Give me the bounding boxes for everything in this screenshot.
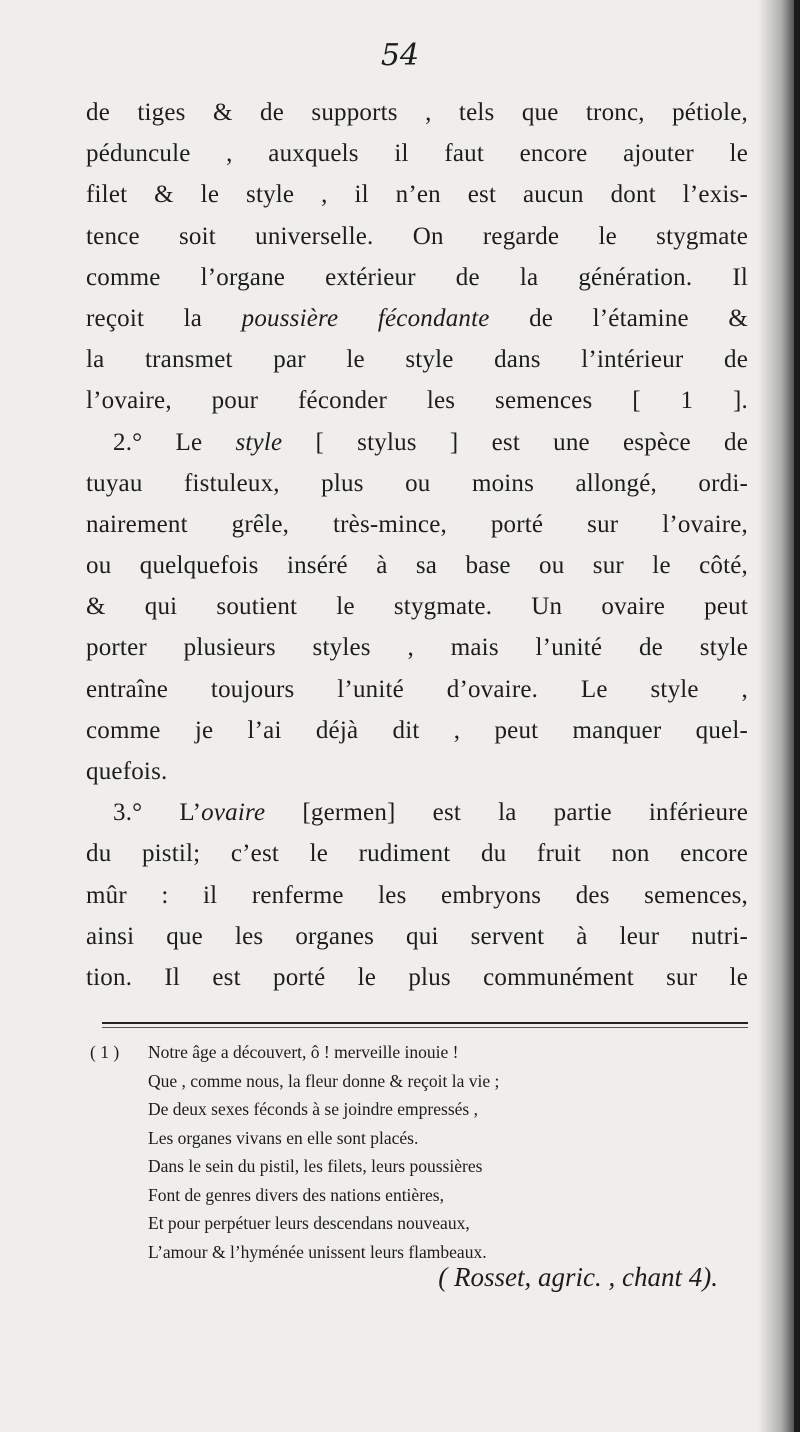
footnote-line: De deux sexes féconds à se joindre empressés , — [148, 1099, 478, 1119]
body-line: mûr : il renferme les embryons des semences, — [86, 881, 748, 909]
footnote-line: Dans le sein du pistil, les filets, leurs poussières — [148, 1156, 483, 1176]
body-line: porter plusieurs styles , mais l’unité de style — [86, 634, 748, 662]
body-line: l’ovaire, pour féconder les semences [ 1 ]. — [86, 387, 748, 415]
italic-term: ovaire — [201, 799, 266, 827]
body-line: comme je l’ai déjà dit , peut manquer quel- — [86, 716, 748, 744]
body-line: reçoit la poussière fécondante de l’étamine & — [86, 304, 748, 332]
body-line: filet & le style , il n’en est aucun dont l’exis- — [86, 181, 748, 209]
body-line: tuyau fistuleux, plus ou moins allongé, ordi- — [86, 469, 748, 497]
footnote-line: Font de genres divers des nations entières, — [148, 1184, 444, 1205]
body-line: quefois. — [86, 758, 168, 785]
footnote-marker: ( 1 ) — [90, 1042, 120, 1062]
body-line: tence soit universelle. On regarde le stygmate — [86, 222, 748, 250]
body-line: 2.° Le style [ stylus ] est une espèce de — [113, 428, 748, 456]
page-number: 54 — [380, 38, 420, 73]
body-line: du pistil; c’est le rudiment du fruit non encore — [86, 840, 748, 868]
footnote — [90, 1038, 730, 1266]
body-line: de tiges & de supports , tels que tronc, pétiole, — [86, 99, 748, 126]
page-edge — [794, 0, 800, 1432]
body-line: nairement grêle, très-mince, porté sur l’ovaire, — [86, 510, 748, 538]
body-line: péduncule , auxquels il faut encore ajouter le — [86, 140, 748, 168]
footnote-attribution: ( Rosset, agric. , chant 4). — [438, 1262, 718, 1292]
body-text — [86, 92, 748, 998]
body-line: & qui soutient le stygmate. Un ovaire peut — [86, 593, 748, 621]
body-line: la transmet par le style dans l’intérieur de — [86, 346, 748, 374]
footnote-line: ( 1 ) Notre âge a découvert, ô ! merveille inouie ! — [90, 1038, 730, 1067]
footnote-line: Que , comme nous, la fleur donne & reçoit la vie ; — [148, 1070, 500, 1091]
footnote-line: Et pour perpétuer leurs descendans nouveaux, — [148, 1213, 470, 1233]
footnote-divider — [102, 1022, 748, 1024]
footnote-line: Les organes vivans en elle sont placés. — [148, 1127, 419, 1148]
footnote-divider-thin — [102, 1027, 748, 1028]
italic-term: style — [235, 428, 283, 456]
body-line: tion. Il est porté le plus communément sur le — [86, 963, 748, 991]
body-line: comme l’organe extérieur de la génération. Il — [86, 263, 748, 291]
footnote-line: L’amour & l’hyménée unissent leurs flambeaux. — [148, 1241, 487, 1262]
body-line: ainsi que les organes qui servent à leur nutri- — [86, 922, 748, 950]
body-line: entraîne toujours l’unité d’ovaire. Le style , — [86, 675, 748, 703]
body-line: 3.° L’ovaire [germen] est la partie inférieure — [113, 799, 748, 827]
body-line: ou quelquefois inséré à sa base ou sur le côté, — [86, 552, 748, 580]
italic-term: poussière fécondante — [241, 304, 490, 332]
